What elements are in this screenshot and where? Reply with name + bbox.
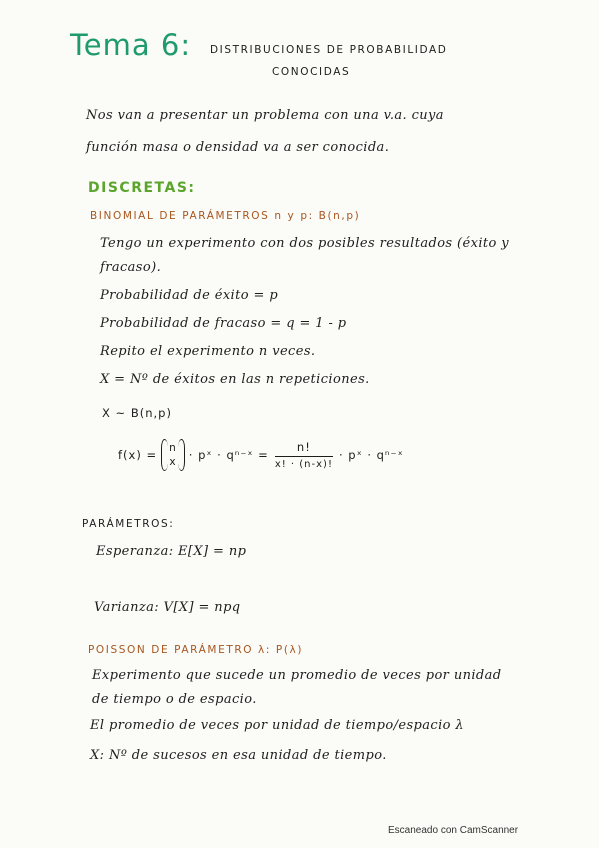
varianza-line: Varianza: V[X] = npq [94,600,241,615]
scanner-watermark: Escaneado con CamScanner [388,825,519,836]
formula-lhs: f(x) = [118,448,158,462]
parametros-heading: PARÁMETROS: [82,518,175,530]
formula-mid: · pˣ · qⁿ⁻ˣ = [188,448,269,462]
tema-label: Tema 6: [70,28,192,62]
poisson-line-1: Experimento que sucede un promedio de veces por unidad [92,668,502,683]
intro-line-1: Nos van a presentar un problema con una v.a. cuya [86,108,444,123]
poisson-line-4: X: Nº de sucesos en esa unidad de tiempo. [90,748,387,763]
page-title-line1: DISTRIBUCIONES DE PROBABILIDAD [210,44,448,56]
page-title-line2: CONOCIDAS [272,66,351,78]
binom-top: n [169,442,177,454]
binomial-heading: BINOMIAL DE PARÁMETROS n y p: B(n,p) [90,210,361,222]
poisson-line-2: de tiempo o de espacio. [92,692,257,707]
binomial-line-3: Probabilidad de éxito = p [100,288,279,303]
fraction-numerator: n! [275,440,333,457]
binomial-line-4: Probabilidad de fracaso = q = 1 - p [100,316,347,331]
formula-fraction [275,440,333,470]
poisson-line-3: El promedio de veces por unidad de tiempo/espacio λ [90,718,465,733]
binomial-line-2: fracaso). [100,260,162,275]
binomial-line-1: Tengo un experimento con dos posibles resultados (éxito y [100,236,510,251]
binomial-distribution: X ~ B(n,p) [102,406,172,420]
poisson-heading: POISSON DE PARÁMETRO λ: P(λ) [88,644,304,656]
binomial-formula [118,440,404,470]
binomial-line-5: Repito el experimento n veces. [100,344,316,359]
binomial-line-6: X = Nº de éxitos en las n repeticiones. [100,372,370,387]
formula-tail: · pˣ · qⁿ⁻ˣ [338,448,404,462]
discretas-heading: DISCRETAS: [88,180,196,196]
esperanza-line: Esperanza: E[X] = np [96,544,247,559]
binom-bottom: x [169,456,177,468]
binomial-coefficient [163,441,183,469]
fraction-denominator: x! · (n-x)! [274,459,333,470]
intro-line-2: función masa o densidad va a ser conocida. [86,140,390,155]
